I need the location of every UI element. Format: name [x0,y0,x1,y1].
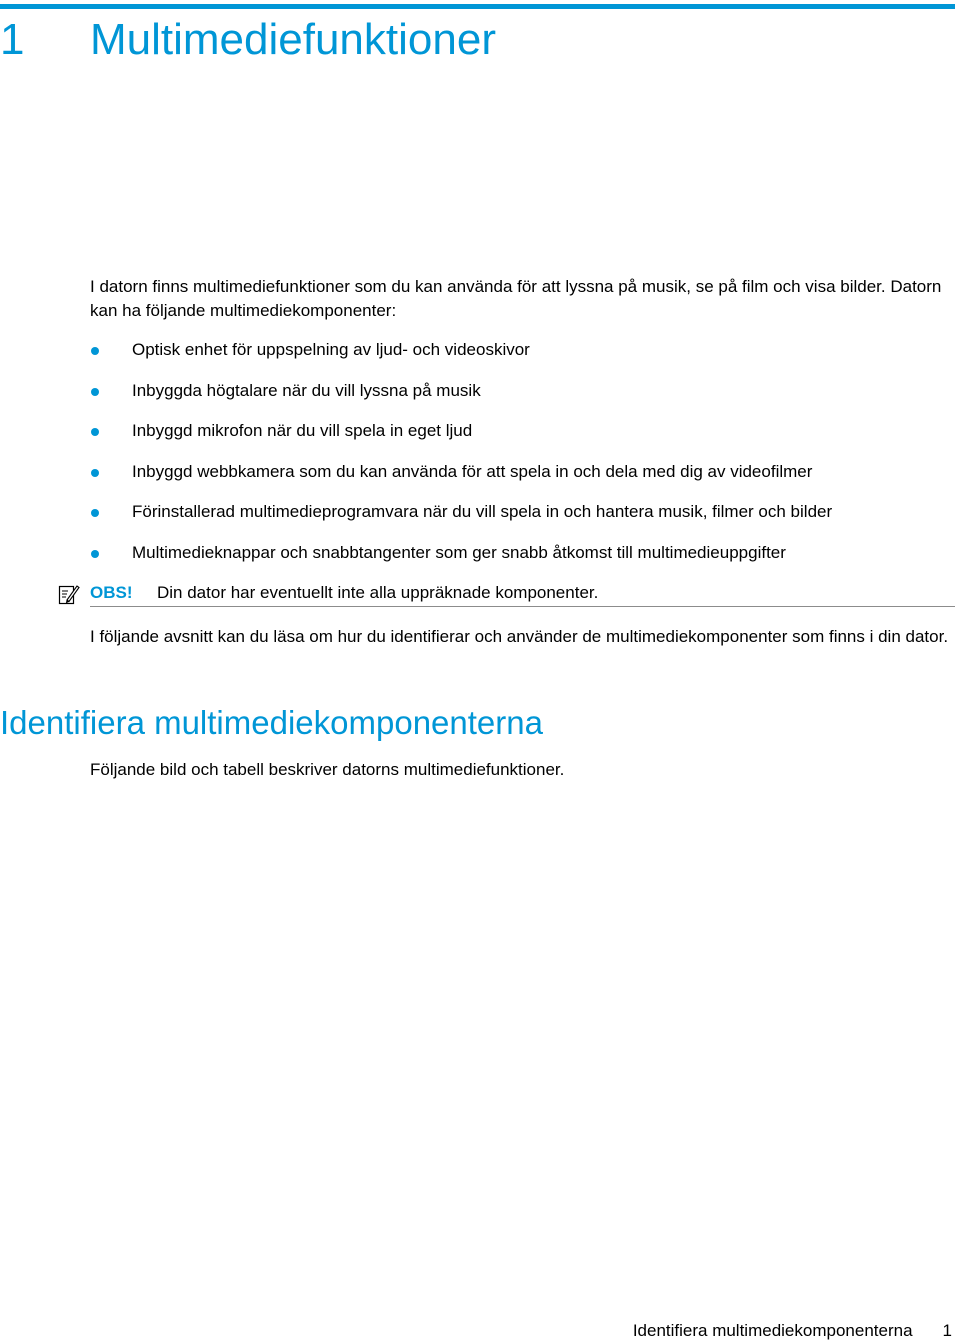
bullet-icon [91,428,99,436]
list-item-text: Optisk enhet för uppspelning av ljud- och videoskivor [132,340,530,359]
list-item [0,500,960,541]
chapter-number: 1 [0,15,25,64]
list-item-text: Multimedieknappar och snabbtangenter som ger snabb åtkomst till multimedieuppgifter [132,542,786,562]
note-label: OBS! [90,583,133,602]
outro-paragraph: I följande avsnitt kan du läsa om hur du identifierar och använder de multimediekomponenter som finns i din dator. [90,627,949,646]
intro-paragraph: I datorn finns multimediefunktioner som du kan använda för att lyssna på musik, se på film och visa bilder. Datorn kan ha följande multimediekomponenter: [90,277,942,320]
component-list [0,338,960,581]
footer-section-title: Identifiera multimediekomponenterna [632,1321,913,1340]
list-item [0,541,960,582]
bullet-icon [91,550,99,558]
note-text: Din dator har eventuellt inte alla uppräknade komponenter. [157,583,599,602]
list-item [0,460,960,501]
chapter-top-rule [0,4,955,9]
page-footer [633,1319,952,1343]
chapter-title-text: Multimediefunktioner [90,15,496,64]
bullet-icon [91,469,99,477]
list-item [0,379,960,420]
bullet-icon [91,509,99,517]
list-item-text: Inbyggd mikrofon när du vill spela in eget ljud [132,421,473,440]
list-item-text: Inbyggd webbkamera som du kan använda för att spela in och dela med dig av videofilmer [132,461,813,481]
note-divider [90,606,955,607]
note-pencil-icon [58,583,80,605]
footer-page-number: 1 [942,1321,952,1340]
list-item [0,338,960,379]
list-item-text: Förinstallerad multimedieprogramvara när du vill spela in och hantera musik, filmer och bilder [132,502,833,521]
note-box [0,581,960,607]
section-title: Identifiera multimediekomponenterna [0,704,543,741]
chapter-title [0,14,496,66]
bullet-icon [91,388,99,396]
list-item [0,419,960,460]
section-intro: Följande bild och tabell beskriver datorns multimediefunktioner. [90,760,565,779]
bullet-icon [91,347,99,355]
list-item-text: Inbyggda högtalare när du vill lyssna på musik [132,380,481,400]
